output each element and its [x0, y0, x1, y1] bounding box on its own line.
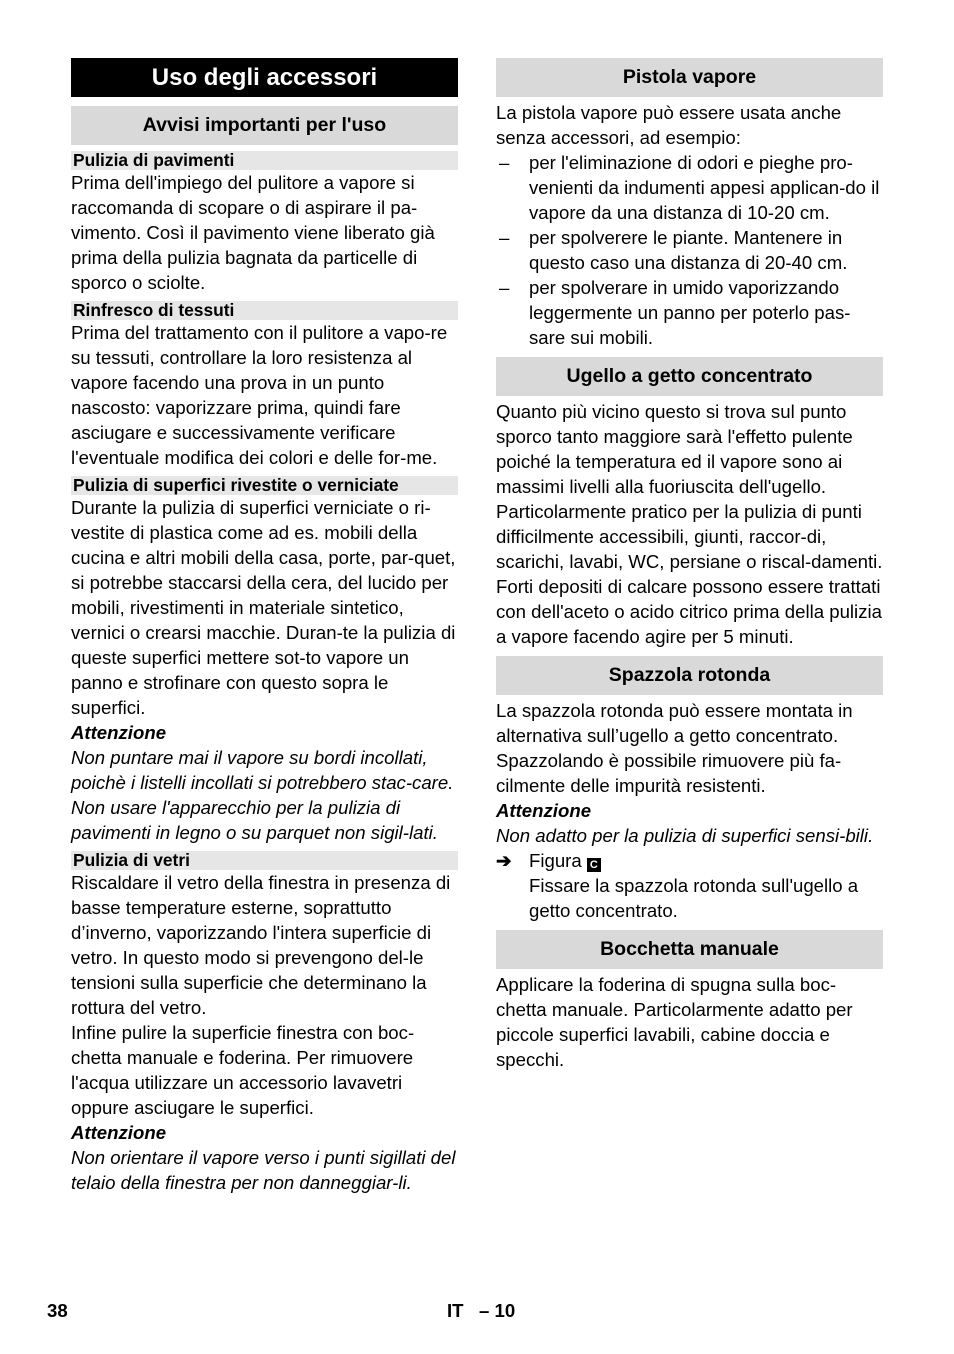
figure-instruction [496, 848, 883, 923]
paragraph-pistola-intro: La pistola vapore può essere usata anche senza accessori, ad esempio: [496, 102, 842, 148]
attention-text: Non adatto per la pulizia di superfici sensi-bili. [496, 825, 874, 846]
paragraph-pavimenti: Prima dell'impiego del pulitore a vapore si raccomanda di scopare o di aspirare il pa-vimento. Così il pavimento viene liberato già prima della pulizia bagnata da particelle di sporco o sciolte. [71, 172, 435, 293]
list-item: – per spolverere le piante. Mantenere in questo caso una distanza di 20-40 cm. [499, 227, 848, 273]
subheading-pulizia-pavimenti: Pulizia di pavimenti [71, 151, 458, 170]
section-heading-spazzola: Spazzola rotonda [496, 656, 883, 695]
footer-section-ref: IT – 10 [447, 1300, 516, 1321]
pistola-uses-list [496, 150, 883, 350]
attention-label: Attenzione [71, 722, 167, 743]
dash-bullet: – [499, 152, 510, 173]
paragraph-ugello: Quanto più vicino questo si trova sul punto sporco tanto maggiore sarà l'effetto pulente poiché la temperatura ed il vapore sono ai massimi livelli alla fuoriuscita dell'ugello. Particolarmente pratico per la pulizia di punti difficilmente accessibili, giunti, raccor-di, scarichi, lavabi, WC, persiane o riscal-damenti. Forti depositi di calcare possono essere trattati con dell'aceto o acido citrico prima della pulizia a vapore facendo agire per 5 minuti. [496, 401, 883, 647]
section-heading-bocchetta: Bocchetta manuale [496, 930, 883, 969]
list-item: – per l'eliminazione di odori e pieghe pro-venienti da indumenti appesi applican-do il vapore da una distanza di 10-20 cm. [499, 152, 880, 223]
arrow-right-icon: ➔ [496, 850, 512, 871]
list-item: – per spolverare in umido vaporizzando leggermente un panno per poterlo pas-sare sui mobili. [499, 277, 851, 348]
attention-text: Non puntare mai il vapore su bordi incollati, poichè i listelli incollati si potrebbero stac-care. Non usare l'apparecchio per la pulizia di pavimenti in legno o su parquet non sigil-lati. [71, 747, 454, 843]
section-heading-avvisi: Avvisi importanti per l'uso [71, 106, 458, 145]
subheading-superfici-verniciate: Pulizia di superfici rivestite o verniciate [71, 476, 458, 495]
page-number: 38 [47, 1300, 68, 1321]
paragraph-vetri-2: Infine pulire la superficie finestra con boc-chetta manuale e foderina. Per rimuovere l'acqua utilizzare un accessorio lavavetri oppure asciugare le superfici. [71, 1022, 415, 1118]
paragraph-tessuti: Prima del trattamento con il pulitore a vapo-re su tessuti, controllare la loro resistenza al vapore facendo una prova in un punto nascosto: vaporizzare prima, quindi fare asciugare e successivamente verificare l'eventuale modifica dei colori e delle for-me. [71, 322, 448, 468]
figure-label: Figura [529, 850, 582, 871]
attention-text: Non orientare il vapore verso i punti sigillati del telaio della finestra per non danneggiar-li. [71, 1147, 456, 1193]
page-title: Uso degli accessori [71, 58, 458, 97]
figure-instruction-text: Fissare la spazzola rotonda sull'ugello a getto concentrato. [529, 875, 859, 921]
paragraph-vetri-1: Riscaldare il vetro della finestra in presenza di basse temperature esterne, soprattutto d’inverno, vaporizzando l'intera superficie di vetro. In questo modo si prevengono del-le tensioni sulla superficie che determinano la rottura del vetro. [71, 872, 451, 1018]
right-column [496, 58, 883, 1072]
figure-c-icon: C [587, 858, 601, 872]
dash-bullet: – [499, 277, 510, 298]
subheading-pulizia-vetri: Pulizia di vetri [71, 851, 458, 870]
attention-label: Attenzione [71, 1122, 167, 1143]
paragraph-bocchetta: Applicare la foderina di spugna sulla boc-chetta manuale. Particolarmente adatto per piccole superfici lavabili, cabine doccia e specchi. [496, 974, 853, 1070]
section-heading-pistola-vapore: Pistola vapore [496, 58, 883, 97]
attention-label: Attenzione [496, 800, 592, 821]
paragraph-superfici: Durante la pulizia di superfici verniciate o ri-vestite di plastica come ad es. mobili della cucina e altri mobili della casa, porte, par-quet, si potrebbe staccarsi della cera, del lucido per mobili, rivestimenti in materiale sintetico, vernici o crearsi macchie. Duran-te la pulizia di queste superfici mettere sot-to vapore un panno e strofinare con questo sopra le superfici. [71, 497, 456, 718]
section-heading-ugello: Ugello a getto concentrato [496, 357, 883, 396]
dash-bullet: – [499, 227, 510, 248]
left-column [71, 58, 458, 1195]
subheading-rinfresco-tessuti: Rinfresco di tessuti [71, 301, 458, 320]
paragraph-spazzola: La spazzola rotonda può essere montata in alternativa sull’ugello a getto concentrato. Spazzolando è possibile rimuovere più fa-cilmente delle impurità resistenti. [496, 700, 853, 796]
